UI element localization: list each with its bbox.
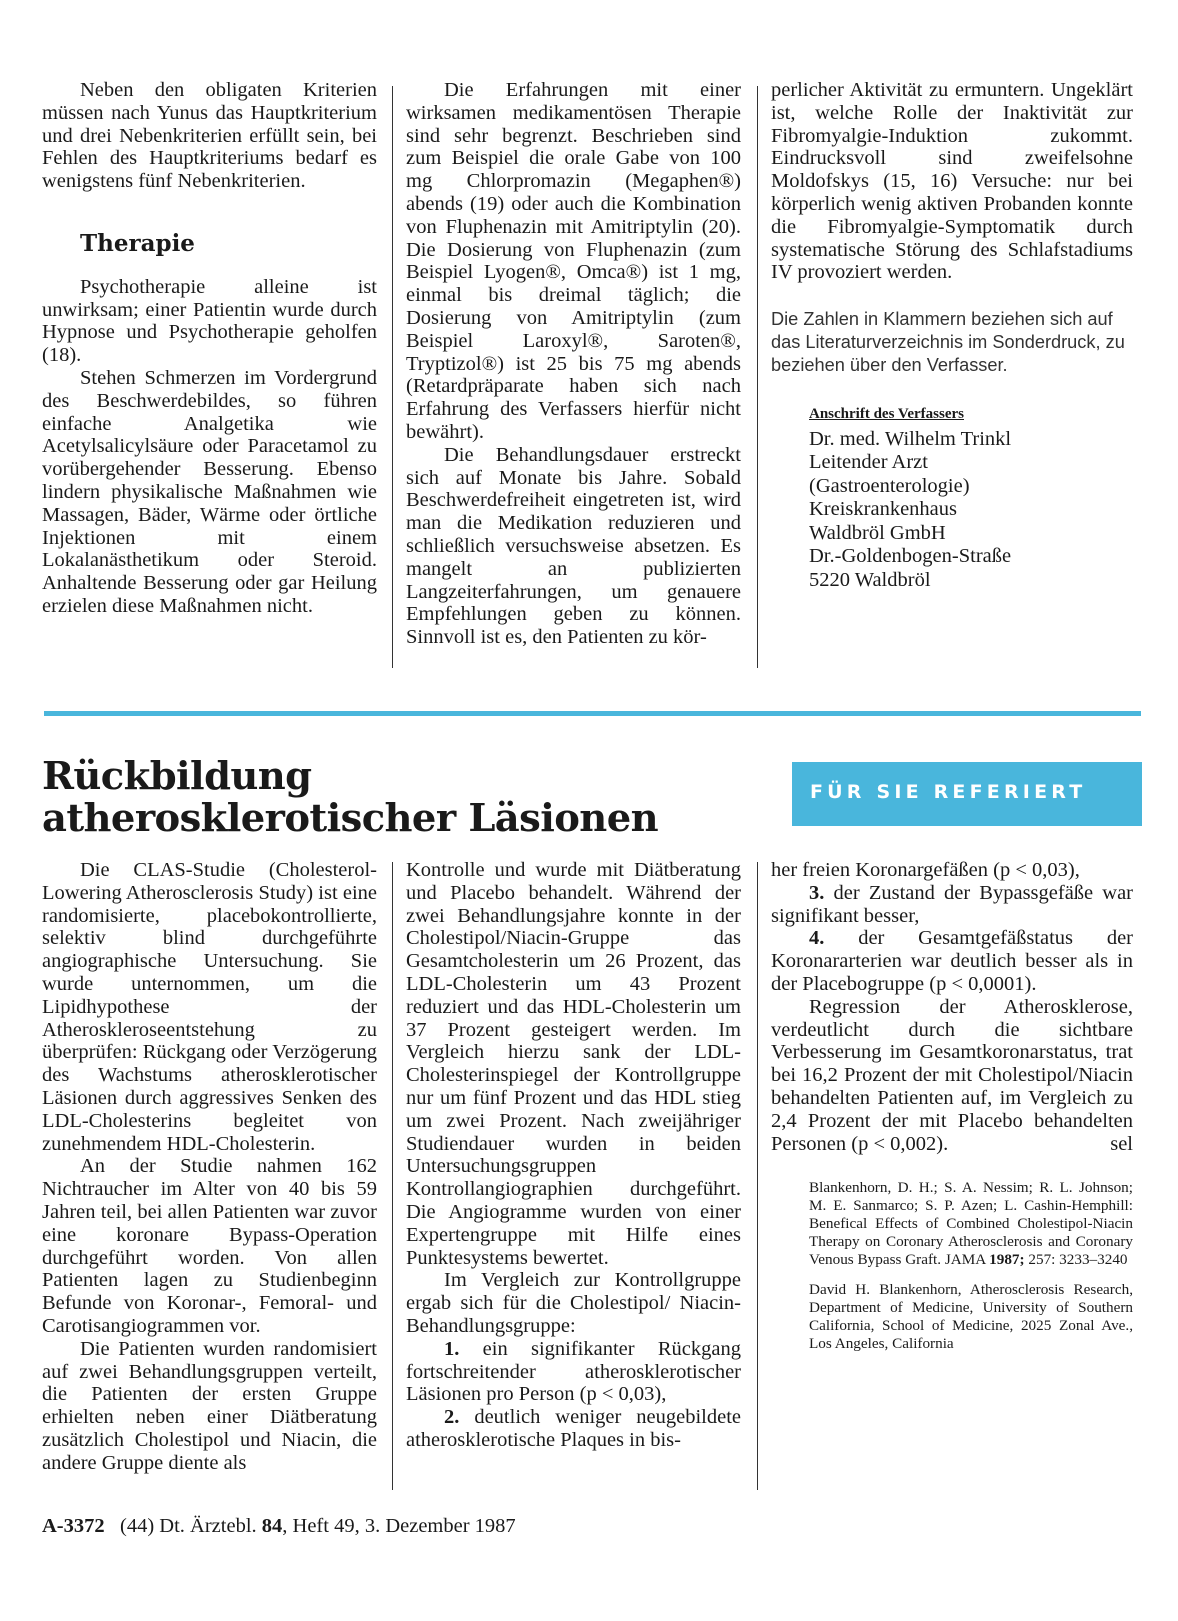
citation-text: Blankenhorn, D. H.; S. A. Nessim; R. L. Johnson; M. E. Sanmarco; S. P. Azen; L. Cashin-Hemphill: Benefical Effects of Combined Cholestipol-Niacin Therapy on Coronary Atherosclerosis and Coronary Venous Bypass Graft. JAMA: [809, 1179, 1133, 1269]
section-badge: [792, 762, 1142, 826]
reference-note: Die Zahlen in Klammern beziehen sich auf das Literaturverzeichnis im Sonderdruck, zu beziehen über den Verfasser.: [771, 309, 1125, 376]
list-item: [406, 1406, 741, 1452]
paragraph: Psychotherapie alleine ist unwirksam; einer Patientin wurde durch Hypnose und Psychotherapie geholfen (18).: [42, 275, 377, 367]
section-badge-label: FÜR SIE REFERIERT: [810, 781, 1087, 803]
author-address: [771, 428, 1133, 593]
paragraph: Kontrolle und wurde mit Diätberatung und Placebo behandelt. Während der zwei Behandlungsjahre konnte in der Cholestipol/Niacin-Gruppe das Gesamtcholesterin um 26 Prozent, das LDL-Cholesterin um 43 Prozent reduziert und das HDL-Cholesterin um 37 Prozent gesteigert werden. Im Vergleich hierzu sank der LDL-Cholesterinspiegel der Kontrollgruppe nur um fünf Prozent und das HDL stieg um zwei Prozent. Nach zweijähriger Studiendauer wurden in beiden Untersuchungsgruppen Kontrollangiographien durchgeführt. Die Angiogramme wurden von einer Expertengruppe mit Hilfe eines Punktesystems bewertet.: [406, 859, 741, 1269]
paragraph: [771, 996, 1133, 1156]
address-label: Anschrift des Verfassers: [809, 406, 964, 423]
column-divider: [392, 862, 393, 1490]
address-line: (Gastroenterologie): [809, 474, 970, 497]
journal-issue: , Heft 49, 3. Dezember 1987: [282, 1515, 516, 1537]
paragraph: Die Erfahrungen mit einer wirksamen medikamentösen Therapie sind sehr begrenzt. Beschrieben sind zum Beispiel die orale Gabe von 100 mg Chlorpromazin (Megaphen®) abends (19) oder auch die Kombination von Fluphenazin mit Amitriptylin (20). Die Dosierung von Fluphenazin (zum Beispiel Lyogen®, Omca®) ist 1 mg, einmal bis dreimal täglich; die Dosierung von Amitriptylin (zum Beispiel Laroxyl®, Saroten®, Tryptizol®) ist 25 bis 75 mg abends (Retardpräparate haben sich nach Erfahrung des Verfassers hierfür nicht bewährt).: [406, 79, 741, 443]
paragraph: Im Vergleich zur Kontrollgruppe ergab sich für die Cholestipol/ Niacin-Behandlungsgruppe:: [406, 1269, 741, 1337]
reference-citation: [809, 1179, 1133, 1269]
paragraph: Stehen Schmerzen im Vordergrund des Beschwerdebildes, so führen einfache Analgetika wie Acetylsalicylsäure oder Paracetamol zu vorübergehender Besserung. Ebenso lindern physikalische Maßnahmen wie Massagen, Bäder, Wärme oder örtliche Injektionen mit einem Lokalanästhetikum oder Steroid. Anhaltende Besserung oder gar Heilung erzielen diese Maßnahmen nicht.: [42, 366, 377, 617]
paragraph: her freien Koronargefäßen (p < 0,03),: [771, 859, 1080, 881]
section-heading-therapie: Therapie: [80, 229, 195, 257]
address-line: Dr. med. Wilhelm Trinkl: [809, 427, 1012, 450]
list-number: 2.: [444, 1406, 460, 1429]
article-column-1: [42, 859, 377, 1475]
article-column-3: [771, 859, 1133, 1353]
list-item: [771, 927, 1133, 995]
column-divider: [757, 86, 758, 668]
address-line: Dr.-Goldenbogen-Straße: [809, 545, 1012, 568]
article-title-line: Rückbildung: [42, 754, 312, 799]
author-initials: sel: [1110, 1132, 1133, 1155]
citation-year: 1987;: [989, 1251, 1025, 1269]
article-title-line: atherosklerotischer Läsionen: [42, 796, 658, 841]
top-column-1: [42, 79, 377, 618]
list-text: deutlich weniger neugebildete atherosklerotische Plaques in bis-: [406, 1406, 742, 1451]
list-text: der Gesamtgefäßstatus der Koronararterien war deutlich besser als in der Placebogruppe (p < 0,0001).: [771, 927, 1133, 995]
journal-volume: 84: [261, 1515, 283, 1537]
paragraph: Die Behandlungsdauer erstreckt sich auf Monate bis Jahre. Sobald Beschwerdefreiheit eingetreten ist, wird man die Medikation reduzieren und schließlich versuchsweise absetzen. Es mangelt an publizierten Langzeiterfahrungen, um genauere Empfehlungen geben zu können. Sinnvoll ist es, den Patienten zu kör-: [406, 443, 741, 649]
address-line: 5220 Waldbröl: [809, 568, 931, 591]
column-divider: [757, 862, 758, 1490]
list-number: 3.: [809, 881, 825, 904]
list-number: 4.: [809, 927, 825, 950]
list-item: [406, 1338, 741, 1406]
top-column-2: [406, 79, 741, 649]
list-text: der Zustand der Bypassgefäße war signifikant besser,: [771, 881, 1134, 927]
section-separator: [44, 711, 1141, 716]
list-number: 1.: [444, 1337, 460, 1360]
list-text: ein signifikanter Rückgang fortschreitender atherosklerotischer Läsionen pro Person (p < 0,03),: [406, 1337, 741, 1406]
page-number: A-3372: [42, 1515, 105, 1537]
address-line: Kreiskrankenhaus: [809, 498, 958, 521]
reference-affiliation: David H. Blankenhorn, Atherosclerosis Research, Department of Medicine, University of Southern California, School of Medicine, 2025 Zonal Ave., Los Angeles, California: [809, 1281, 1133, 1353]
top-column-3: [771, 79, 1133, 592]
list-item: [771, 882, 1133, 928]
page-footer: [42, 1515, 516, 1538]
column-divider: [392, 86, 393, 668]
paragraph-text: Regression der Atherosklerose, verdeutlicht durch die sichtbare Verbesserung im Gesamtkoronarstatus, trat bei 16,2 Prozent der mit Cholestipol/Niacin behandelten Patienten auf, im Vergleich zu 2,4 Prozent der mit Placebo behandelten Personen (p < 0,002).: [771, 995, 1133, 1155]
paragraph: Die CLAS-Studie (Cholesterol-Lowering Atherosclerosis Study) ist eine randomisierte, placebokontrollierte, selektiv blind durchgeführte angiographische Untersuchung. Sie wurde unternommen, um die Lipidhypothese der Atheroskleroseentstehung zu überprüfen: Rückgang oder Verzögerung des Wachstums atherosklerotischer Läsionen durch aggressives Senken des LDL-Cholesterins begleitet von zunehmendem HDL-Cholesterin.: [42, 859, 377, 1155]
paragraph: perlicher Aktivität zu ermuntern. Ungeklärt ist, welche Rolle der Inaktivität zur Fibromyalgie-Induktion zukommt. Eindrucksvoll sind zweifelsohne Moldofskys (15, 16) Versuche: nur bei körperlich wenig aktiven Probanden konnte die Fibromyalgie-Symptomatik durch systematische Störung des Schlafstadiums IV provoziert werden.: [771, 79, 1133, 284]
paragraph: Die Patienten wurden randomisiert auf zwei Behandlungsgruppen verteilt, die Patienten der ersten Gruppe erhielten neben einer Diätberatung zusätzlich Cholestipol und Niacin, die andere Gruppe diente als: [42, 1337, 377, 1474]
address-line: Waldbröl GmbH: [809, 521, 946, 544]
article-column-2: [406, 859, 741, 1452]
journal-citation: (44) Dt. Ärztebl.: [120, 1515, 262, 1537]
paragraph: An der Studie nahmen 162 Nichtraucher im Alter von 40 bis 59 Jahren teil, bei allen Patienten war zuvor eine koronare Bypass-Operation durchgeführt worden. Von allen Patienten lagen zu Studienbeginn Befunde von Koronar-, Femoral- und Carotisangiogrammen vor.: [42, 1155, 377, 1337]
article-title: [42, 756, 658, 840]
citation-pages: 257: 3233–3240: [1024, 1251, 1128, 1269]
intro-paragraph: Neben den obligaten Kriterien müssen nach Yunus das Hauptkriterium und drei Nebenkriterien erfüllt sein, bei Fehlen des Hauptkriteriums bedarf es wenigstens fünf Nebenkriterien.: [42, 79, 377, 193]
address-line: Leitender Arzt: [809, 451, 928, 474]
